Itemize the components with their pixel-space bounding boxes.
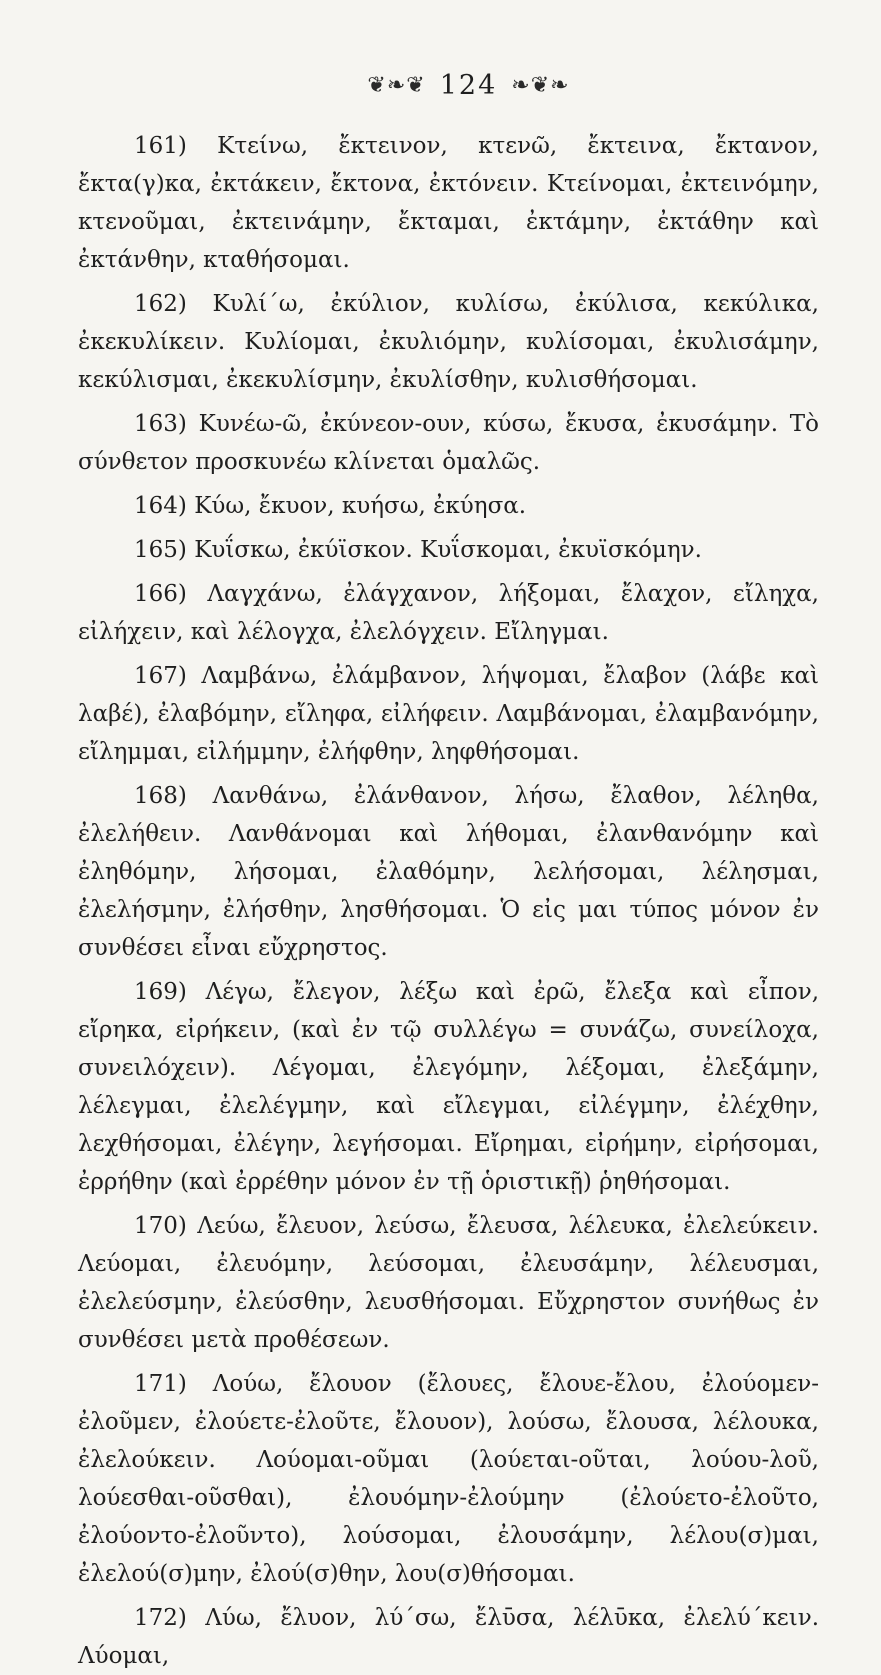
entry-number: 165): [134, 537, 187, 563]
ornament-left-icon: ❦❧❦: [367, 73, 426, 98]
entry-164: [78, 487, 819, 525]
page-header: [78, 70, 819, 101]
entry-162: [78, 285, 819, 399]
entry-number: 164): [134, 493, 187, 519]
entry-text: Λεύω, ἔλευον, λεύσω, ἔλευσα, λέλευκα, ἐλελεύκειν. Λεύομαι, ἐλευόμην, λεύσομαι, ἐλευσάμην, λέλευσμαι, ἐλελεύσμην, ἐλεύσθην, λευσθήσομαι. Εὔχρηστον συνήθως ἐν συνθέσει μετὰ προθέσεων.: [78, 1213, 819, 1353]
entry-170: [78, 1207, 819, 1359]
entry-number: 163): [134, 411, 187, 437]
entry-text: Κτείνω, ἔκτεινον, κτενῶ, ἔκτεινα, ἔκτανον, ἔκτα(γ)κα, ἐκτάκειν, ἔκτονα, ἐκτόνειν. Κτείνομαι, ἐκτεινόμην, κτενοῦμαι, ἐκτεινάμην, ἔκταμαι, ἐκτάμην, ἐκτάθην καὶ ἐκτάνθην, κταθήσομαι.: [78, 133, 819, 273]
entry-172: [78, 1599, 819, 1675]
entry-text: Κύω, ἔκυον, κυήσω, ἐκύησα.: [194, 493, 527, 519]
entry-166: [78, 575, 819, 651]
entry-171: [78, 1365, 819, 1593]
entry-number: 169): [134, 979, 187, 1005]
entry-161: [78, 127, 819, 279]
entry-number: 171): [134, 1371, 187, 1397]
entry-number: 167): [134, 663, 187, 689]
entry-165: [78, 531, 819, 569]
verb-entries: [78, 127, 819, 1675]
entry-168: [78, 777, 819, 967]
entry-text: Λανθάνω, ἐλάνθανον, λήσω, ἔλαθον, λέληθα, ἐλελήθειν. Λανθάνομαι καὶ λήθομαι, ἐλανθανόμην καὶ ἐληθόμην, λήσομαι, ἐλαθόμην, λελήσομαι, λέλησμαι, ἐλελήσμην, ἐλήσθην, λησθήσομαι. Ὁ εἰς μαι τύπος μόνον ἐν συνθέσει εἶναι εὔχρηστος.: [78, 783, 819, 961]
entry-text: Λέγω, ἔλεγον, λέξω καὶ ἐρῶ, ἔλεξα καὶ εἶπον, εἴρηκα, εἰρήκειν, (καὶ ἐν τῷ συλλέγω = συνάζω, συνείλοχα, συνειλόχειν). Λέγομαι, ἐλεγόμην, λέξομαι, ἐλεξάμην, λέλεγμαι, ἐλελέγμην, καὶ εἴλεγμαι, εἰλέγμην, ἐλέχθην, λεχθήσομαι, ἐλέγην, λεγήσομαι. Εἴρημαι, εἰρήμην, εἰρήσομαι, ἐρρήθην (καὶ ἐρρέθην μόνον ἐν τῇ ὁριστικῇ) ῥηθήσομαι.: [78, 979, 820, 1195]
entry-text: Λαμβάνω, ἐλάμβανον, λήψομαι, ἔλαβον (λάβε καὶ λαβέ), ἐλαβόμην, εἴληφα, εἰλήφειν. Λαμβάνομαι, ἐλαμβανόμην, εἴλημμαι, εἰλήμμην, ἐλήφθην, ληφθήσομαι.: [78, 663, 820, 765]
entry-text: Λύω, ἔλυον, λύ΄σω, ἔλῡσα, λέλῡκα, ἐλελύ΄κειν. Λύομαι,: [78, 1605, 819, 1669]
entry-number: 168): [134, 783, 187, 809]
entry-167: [78, 657, 819, 771]
entry-number: 172): [134, 1605, 187, 1631]
entry-number: 162): [134, 291, 187, 317]
page-number: 124: [439, 70, 498, 101]
entry-text: Κυΐσκω, ἐκύϊσκον. Κυΐσκομαι, ἐκυϊσκόμην.: [194, 537, 702, 563]
entry-text: Κυνέω-ῶ, ἐκύνεον-ουν, κύσω, ἔκυσα, ἐκυσάμην. Τὸ σύνθετον προσκυνέω κλίνεται ὁμαλῶς.: [78, 411, 819, 475]
entry-text: Λούω, ἔλουον (ἔλουες, ἔλουε-ἔλου, ἐλούομεν-ἐλοῦμεν, ἐλούετε-ἐλοῦτε, ἔλουον), λούσω, ἔλουσα, λέλουκα, ἐλελούκειν. Λούομαι-οῦμαι (λούεται-οῦται, λούου-λοῦ, λούεσθαι-οῦσθαι), ἐλουόμην-ἐλούμην (ἐλούετο-ἐλοῦτο, ἐλούοντο-ἐλοῦντο), λούσομαι, ἐλουσάμην, λέλου(σ)μαι, ἐλελού(σ)μην, ἐλού(σ)θην, λου(σ)θήσομαι.: [78, 1371, 819, 1587]
entry-text: Λαγχάνω, ἐλάγχανον, λήξομαι, ἔλαχον, εἴληχα, εἰλήχειν, καὶ λέλογχα, ἐλελόγχειν. Εἴληγμαι.: [78, 581, 819, 645]
entry-169: [78, 973, 819, 1201]
entry-number: 161): [134, 133, 187, 159]
entry-number: 170): [134, 1213, 187, 1239]
entry-163: [78, 405, 819, 481]
entry-text: Κυλί΄ω, ἐκύλιον, κυλίσω, ἐκύλισα, κεκύλικα, ἐκεκυλίκειν. Κυλίομαι, ἐκυλιόμην, κυλίσομαι, ἐκυλισάμην, κεκύλισμαι, ἐκεκυλίσμην, ἐκυλίσθην, κυλισθήσομαι.: [78, 291, 819, 393]
ornament-right-icon: ❧❦❧: [511, 73, 570, 98]
entry-number: 166): [134, 581, 187, 607]
